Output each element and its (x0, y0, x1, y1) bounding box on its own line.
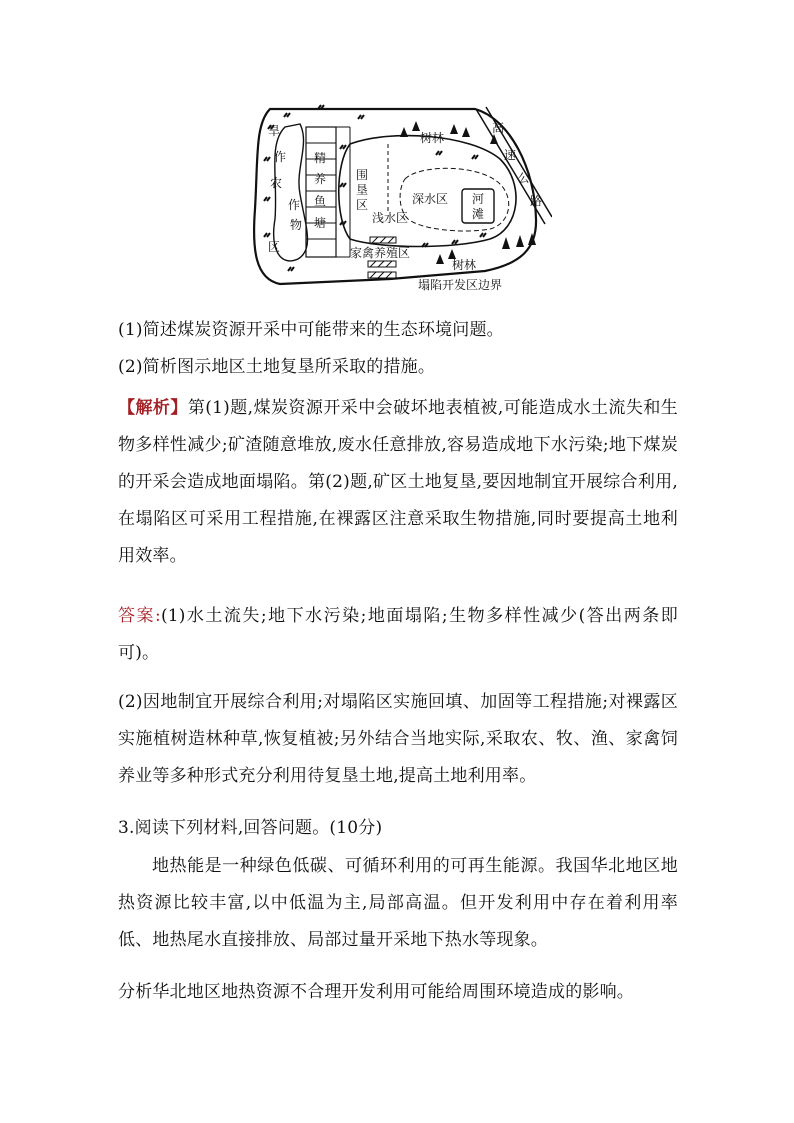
label-highway-3: 公 (518, 171, 531, 185)
label-deep-water: 深水区 (412, 192, 449, 206)
analysis-tag: 【解析】 (118, 398, 188, 418)
label-dry-farm-2: 作 (274, 150, 287, 164)
answer-part-1-text: (1)水土流失;地下水污染;地面塌陷;生物多样性减少(答出两条即可)。 (118, 606, 679, 663)
label-dry-farm-1: 旱 (268, 124, 281, 138)
answer-tag: 答案: (118, 606, 161, 626)
label-shallow-water: 浅水区 (372, 211, 409, 225)
analysis-text: 第(1)题,煤炭资源开采中会破坏地表植被,可能造成水土流失和生物多样性减少;矿渣随意堆放,废水任意排放,容易造成地下水污染;地下煤炭的开采会造成地面塌陷。第(2)题,矿区土地复垦,要因地制宜开展综合利用,在塌陷区可采用工程措施,在裸露区注意采取生物措施,同时要提高土地利用效率。 (118, 398, 678, 566)
answer-part-1 (118, 598, 678, 672)
label-poultry: 家禽养殖区 (350, 246, 411, 260)
label-dry-farm-3: 农 (270, 176, 283, 190)
fish-pond-grid (306, 127, 336, 257)
analysis-paragraph (118, 390, 678, 575)
label-fish-pond-4: 塘 (314, 216, 327, 230)
label-forest-top: 树林 (420, 131, 445, 145)
label-forest-bottom: 树林 (452, 258, 477, 272)
label-beach-2: 滩 (472, 207, 485, 221)
question-2: (2)简析图示地区土地复垦所采取的措施。 (118, 357, 436, 377)
label-dry-farm-4: 作 (288, 198, 301, 212)
question-1: (1)简述煤炭资源开采中可能带来的生态环境问题。 (118, 320, 504, 340)
label-reclaim-2: 垦 (356, 183, 369, 197)
label-fish-pond-2: 养 (314, 172, 327, 186)
label-dry-farm-5: 物 (290, 218, 303, 232)
label-fish-pond-3: 鱼 (314, 194, 327, 208)
question-3-ask: 分析华北地区地热资源不合理开发利用可能给周围环境造成的影响。 (118, 982, 634, 1002)
label-reclaim-3: 区 (356, 198, 369, 212)
question-3-title: 3.阅读下列材料,回答问题。(10分) (118, 818, 383, 838)
label-highway-1: 高 (492, 121, 505, 135)
label-highway-4: 路 (530, 194, 543, 208)
answer-part-2: (2)因地制宜开展综合利用;对塌陷区实施回填、加固等工程措施;对裸露区实施植树造林种草,恢复植被;另外结合当地实际,采取农、牧、渔、家禽饲养业等多种形式充分利用待复垦土地,提高土地利用率。 (118, 692, 678, 786)
question-3-material: 地热能是一种绿色低碳、可循环利用的可再生能源。我国华北地区地热资源比较丰富,以中低温为主,局部高温。但开发利用中存在着利用率低、地热尾水直接排放、局部过量开采地下热水等现象。 (118, 856, 678, 950)
label-fish-pond-1: 精 (314, 151, 327, 165)
reclamation-map-figure (240, 99, 552, 297)
label-dry-farm-6: 区 (268, 240, 281, 254)
label-boundary: 塌陷开发区边界 (418, 278, 503, 292)
label-reclaim-1: 围 (356, 168, 369, 182)
label-beach-1: 河 (472, 192, 485, 206)
reclamation-map (240, 99, 552, 297)
label-highway-2: 速 (504, 148, 517, 162)
